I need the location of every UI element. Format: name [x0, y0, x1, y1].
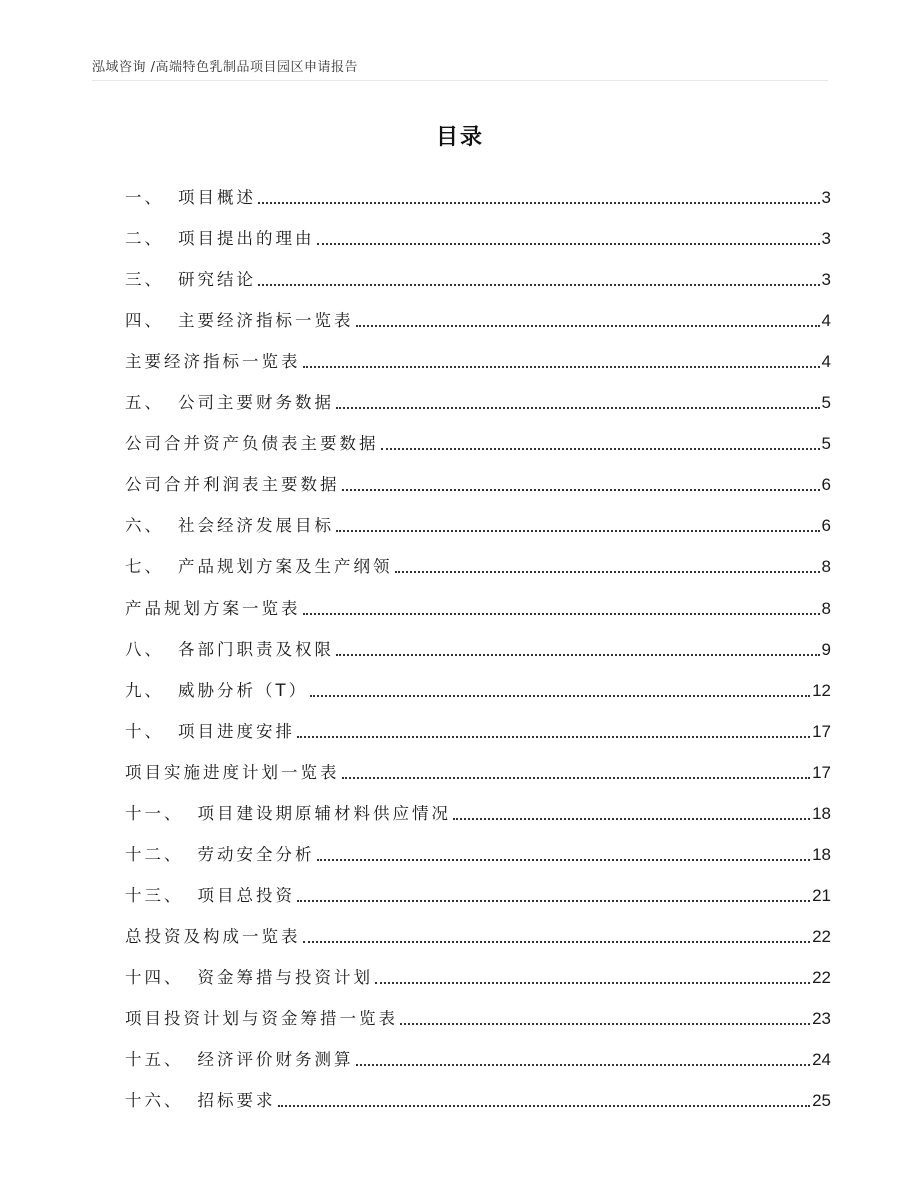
- toc-entry-title: 产品规划方案一览表: [125, 598, 301, 618]
- page-title: 目录: [435, 125, 484, 150]
- toc-entry[interactable]: [125, 496, 831, 537]
- toc-entry-page: 6: [821, 475, 831, 495]
- toc-entry-title: 项目总投资: [197, 885, 295, 905]
- toc-entry-number: 七、: [125, 557, 164, 577]
- toc-entry-page: 24: [812, 1050, 831, 1070]
- toc-entry[interactable]: [125, 989, 831, 1030]
- toc-entry-title: 招标要求: [197, 1091, 276, 1111]
- toc-entry-page: 8: [821, 557, 831, 577]
- toc-entry[interactable]: [125, 455, 831, 496]
- toc-entry-number: 十六、: [125, 1091, 184, 1111]
- toc-entry-title: 公司合并资产负债表主要数据: [125, 434, 379, 454]
- toc-dot-leader: [303, 941, 811, 943]
- toc-entry-number: 一、: [125, 188, 164, 208]
- toc-entry[interactable]: [125, 332, 831, 373]
- toc-entry-title: 产品规划方案及生产纲领: [178, 557, 393, 577]
- toc-entry-number: 十五、: [125, 1050, 184, 1070]
- toc-dot-leader: [342, 489, 820, 491]
- toc-entry-page: 23: [812, 1008, 831, 1028]
- toc-dot-leader: [297, 736, 810, 738]
- toc-dot-leader: [317, 859, 811, 861]
- toc-entry-page: 22: [812, 926, 831, 946]
- toc-entry-page: 9: [821, 639, 831, 659]
- toc-dot-leader: [297, 900, 810, 902]
- toc-dot-leader: [258, 202, 820, 204]
- toc-entry[interactable]: [125, 866, 831, 907]
- toc-entry-title: 公司主要财务数据: [178, 393, 334, 413]
- toc-entry-page: 3: [821, 188, 831, 208]
- toc-entry-title: 经济评价财务测算: [197, 1050, 354, 1070]
- toc-entry[interactable]: [125, 948, 831, 989]
- toc-dot-leader: [342, 777, 811, 779]
- running-header: 泓域咨询 /高端特色乳制品项目园区申请报告: [92, 60, 359, 75]
- toc-entry-title: 项目实施进度计划一览表: [125, 762, 340, 782]
- toc-entry[interactable]: [125, 537, 831, 578]
- toc-dot-leader: [375, 982, 810, 984]
- toc-entry-number: 四、: [125, 311, 164, 331]
- toc-dot-leader: [336, 530, 820, 532]
- toc-entry-page: 18: [812, 844, 831, 864]
- toc-entry-number: 十、: [125, 721, 164, 741]
- toc-entry-number: 六、: [125, 516, 164, 536]
- toc-entry-number: 十二、: [125, 844, 184, 864]
- toc-entry-page: 21: [812, 885, 831, 905]
- toc-entry-page: 22: [812, 967, 831, 987]
- table-of-contents: [125, 168, 831, 1112]
- toc-entry-number: 十四、: [125, 967, 184, 987]
- toc-entry-number: 十三、: [125, 885, 184, 905]
- toc-entry[interactable]: [125, 743, 831, 784]
- toc-entry-page: 5: [821, 434, 831, 454]
- toc-entry-title: 社会经济发展目标: [178, 516, 334, 536]
- toc-entry-title: 项目进度安排: [178, 721, 295, 741]
- toc-dot-leader: [310, 695, 810, 697]
- toc-entry[interactable]: [125, 784, 831, 825]
- toc-dot-leader: [303, 613, 820, 615]
- toc-entry-title: 资金筹措与投资计划: [197, 967, 373, 987]
- toc-entry-title: 主要经济指标一览表: [178, 311, 354, 331]
- toc-entry[interactable]: [125, 1071, 831, 1112]
- toc-entry-title: 项目概述: [178, 188, 256, 208]
- toc-entry[interactable]: [125, 209, 831, 250]
- toc-entry-page: 5: [821, 393, 831, 413]
- header-divider: [92, 80, 828, 81]
- toc-entry-number: 五、: [125, 393, 164, 413]
- toc-entry-page: 25: [812, 1091, 831, 1111]
- toc-entry[interactable]: [125, 661, 831, 702]
- toc-entry-title: 项目投资计划与资金筹措一览表: [125, 1008, 398, 1028]
- toc-entry-page: 6: [821, 516, 831, 536]
- toc-entry-number: 二、: [125, 229, 164, 249]
- toc-dot-leader: [400, 1023, 810, 1025]
- toc-entry[interactable]: [125, 620, 831, 661]
- toc-dot-leader: [395, 571, 820, 573]
- toc-entry-page: 3: [821, 270, 831, 290]
- toc-entry-title: 威胁分析（T）: [178, 680, 309, 700]
- toc-entry-page: 17: [812, 762, 831, 782]
- toc-entry[interactable]: [125, 291, 831, 332]
- toc-entry[interactable]: [125, 702, 831, 743]
- toc-entry-page: 4: [821, 352, 831, 372]
- toc-entry[interactable]: [125, 168, 831, 209]
- toc-entry-number: 十一、: [125, 803, 184, 823]
- toc-entry[interactable]: [125, 250, 831, 291]
- toc-entry[interactable]: [125, 373, 831, 414]
- toc-dot-leader: [278, 1105, 811, 1107]
- toc-entry[interactable]: [125, 907, 831, 948]
- toc-entry[interactable]: [125, 578, 831, 619]
- toc-dot-leader: [453, 818, 810, 820]
- toc-entry-page: 12: [812, 680, 831, 700]
- toc-dot-leader: [336, 407, 820, 409]
- toc-dot-leader: [381, 448, 820, 450]
- toc-dot-leader: [258, 284, 820, 286]
- toc-entry-title: 总投资及构成一览表: [125, 926, 301, 946]
- toc-entry[interactable]: [125, 825, 831, 866]
- toc-entry-page: 17: [812, 721, 831, 741]
- toc-entry-title: 公司合并利润表主要数据: [125, 475, 340, 495]
- toc-entry-title: 研究结论: [178, 270, 256, 290]
- toc-entry[interactable]: [125, 1030, 831, 1071]
- toc-entry-title: 各部门职责及权限: [178, 639, 334, 659]
- toc-entry[interactable]: [125, 414, 831, 455]
- toc-dot-leader: [303, 366, 820, 368]
- toc-entry-title: 劳动安全分析: [197, 844, 315, 864]
- toc-entry-page: 4: [821, 311, 831, 331]
- toc-entry-page: 3: [821, 229, 831, 249]
- toc-entry-number: 八、: [125, 639, 164, 659]
- toc-dot-leader: [356, 1064, 811, 1066]
- toc-entry-page: 18: [812, 803, 831, 823]
- toc-dot-leader: [336, 654, 820, 656]
- toc-entry-number: 三、: [125, 270, 164, 290]
- toc-entry-title: 项目提出的理由: [178, 229, 315, 249]
- toc-entry-title: 主要经济指标一览表: [125, 352, 301, 372]
- toc-entry-number: 九、: [125, 680, 164, 700]
- toc-dot-leader: [356, 325, 820, 327]
- toc-entry-page: 8: [821, 598, 831, 618]
- toc-dot-leader: [317, 243, 820, 245]
- toc-entry-title: 项目建设期原辅材料供应情况: [197, 803, 451, 823]
